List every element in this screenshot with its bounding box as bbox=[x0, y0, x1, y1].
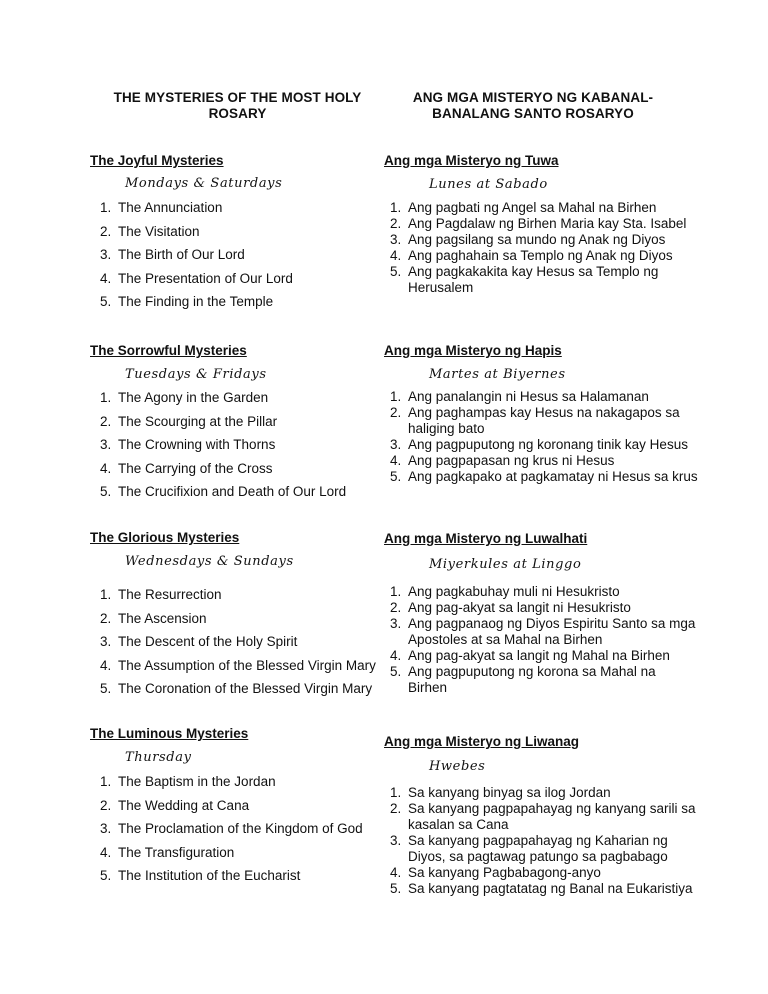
list-item: 1. The Agony in the Garden bbox=[100, 390, 269, 405]
list-item: 1. Ang pagbati ng Angel sa Mahal na Birhen bbox=[390, 200, 657, 215]
glorious-section-tl bbox=[384, 531, 768, 721]
mysteries-list bbox=[390, 785, 698, 897]
section-heading: The Sorrowful Mysteries bbox=[90, 343, 247, 358]
list-item: 2. The Wedding at Cana bbox=[100, 797, 250, 813]
list-item: 1. The Resurrection bbox=[100, 587, 222, 602]
list-item: 4. Ang pagpapasan ng krus ni Hesus bbox=[390, 453, 615, 468]
mysteries-list bbox=[100, 390, 346, 508]
list-item: 5. The Coronation of the Blessed Virgin Mary bbox=[100, 681, 373, 697]
section-heading: The Luminous Mysteries bbox=[90, 726, 249, 741]
section-days: Tuesdays & Fridays bbox=[125, 367, 267, 382]
list-item: 2. The Ascension bbox=[100, 610, 207, 626]
tagalog-title: ANG MGA MISTERYO NG KABANAL-BANALANG SANTO ROSARYO bbox=[412, 90, 654, 121]
section-days: Lunes at Sabado bbox=[429, 177, 548, 192]
list-item: 2. Ang pag-akyat sa langit ni Hesukristo bbox=[390, 600, 631, 615]
list-item: 4. Sa kanyang Pagbabagong-anyo bbox=[390, 865, 601, 880]
list-item: 5. The Finding in the Temple bbox=[100, 294, 274, 310]
mysteries-list bbox=[100, 200, 293, 318]
list-item: 2. The Visitation bbox=[100, 223, 200, 239]
section-days: Martes at Biyernes bbox=[429, 367, 566, 382]
list-item: 3. Ang pagpanaog ng Diyos Espiritu Santo sa mga Apostoles at sa Mahal na Birhen bbox=[390, 616, 696, 647]
joyful-section-tl bbox=[384, 153, 768, 333]
section-days: Wednesdays & Sundays bbox=[125, 554, 294, 569]
list-item: 1. The Annunciation bbox=[100, 200, 223, 215]
list-item: 5. The Institution of the Eucharist bbox=[100, 868, 301, 884]
list-item: 3. Sa kanyang pagpapahayag ng Kaharian ng Diyos, sa pagtawag patungo sa pagbabago bbox=[390, 833, 668, 864]
section-days: Miyerkules at Linggo bbox=[429, 557, 582, 572]
list-item: 3. The Birth of Our Lord bbox=[100, 247, 245, 263]
list-item: 4. Ang paghahain sa Templo ng Anak ng Diyos bbox=[390, 248, 673, 263]
list-item: 5. Ang pagkakakita kay Hesus sa Templo ng Herusalem bbox=[390, 264, 659, 295]
section-heading: The Joyful Mysteries bbox=[90, 153, 224, 168]
list-item: 4. The Presentation of Our Lord bbox=[100, 270, 293, 286]
list-item: 3. Ang pagpuputong ng koronang tinik kay Hesus bbox=[390, 437, 688, 452]
list-item: 4. Ang pag-akyat sa langit ng Mahal na Birhen bbox=[390, 648, 670, 663]
list-item: 4. The Carrying of the Cross bbox=[100, 460, 273, 476]
luminous-section-tl bbox=[384, 734, 768, 904]
sorrowful-section-tl bbox=[384, 343, 768, 523]
list-item: 4. The Assumption of the Blessed Virgin Mary bbox=[100, 657, 376, 673]
list-item: 2. Ang Pagdalaw ng Birhen Maria kay Sta. Isabel bbox=[390, 216, 687, 231]
list-item: 2. The Scourging at the Pillar bbox=[100, 413, 278, 429]
section-days: Mondays & Saturdays bbox=[125, 176, 283, 191]
section-days: Thursday bbox=[125, 750, 192, 765]
mysteries-list bbox=[390, 584, 698, 696]
list-item: 5. Ang pagpuputong ng korona sa Mahal na Birhen bbox=[390, 664, 656, 695]
joyful-section-en bbox=[90, 153, 384, 323]
list-item: 1. Ang panalangin ni Hesus sa Halamanan bbox=[390, 389, 649, 404]
list-item: 3. The Proclamation of the Kingdom of God bbox=[100, 821, 363, 837]
list-item: 3. The Crowning with Thorns bbox=[100, 437, 276, 453]
list-item: 5. Sa kanyang pagtatatag ng Banal na Eukaristiya bbox=[390, 881, 693, 896]
section-heading: Ang mga Misteryo ng Luwalhati bbox=[384, 531, 588, 546]
list-item: 5. The Crucifixion and Death of Our Lord bbox=[100, 484, 347, 500]
list-item: 5. Ang pagkapako at pagkamatay ni Hesus sa krus bbox=[390, 469, 698, 484]
section-days: Hwebes bbox=[429, 759, 486, 774]
mysteries-list bbox=[390, 389, 698, 485]
english-title: THE MYSTERIES OF THE MOST HOLY ROSARY bbox=[113, 90, 362, 121]
mysteries-list bbox=[100, 587, 376, 705]
list-item: 4. The Transfiguration bbox=[100, 844, 235, 860]
section-heading: The Glorious Mysteries bbox=[90, 530, 240, 545]
mysteries-list bbox=[390, 200, 698, 296]
list-item: 1. The Baptism in the Jordan bbox=[100, 774, 276, 789]
list-item: 1. Ang pagkabuhay muli ni Hesukristo bbox=[390, 584, 620, 599]
list-item: 3. The Descent of the Holy Spirit bbox=[100, 634, 298, 650]
luminous-section-en bbox=[90, 726, 384, 896]
list-item: 3. Ang pagsilang sa mundo ng Anak ng Diyos bbox=[390, 232, 666, 247]
section-heading: Ang mga Misteryo ng Tuwa bbox=[384, 153, 559, 168]
glorious-section-en bbox=[90, 530, 384, 710]
section-heading: Ang mga Misteryo ng Liwanag bbox=[384, 734, 580, 749]
list-item: 2. Sa kanyang pagpapahayag ng kanyang sarili sa kasalan sa Cana bbox=[390, 801, 696, 832]
list-item: 2. Ang paghampas kay Hesus na nakagapos sa haliging bato bbox=[390, 405, 680, 436]
list-item: 1. Sa kanyang binyag sa ilog Jordan bbox=[390, 785, 611, 800]
mysteries-list bbox=[100, 774, 363, 892]
section-heading: Ang mga Misteryo ng Hapis bbox=[384, 343, 562, 358]
sorrowful-section-en bbox=[90, 343, 384, 513]
